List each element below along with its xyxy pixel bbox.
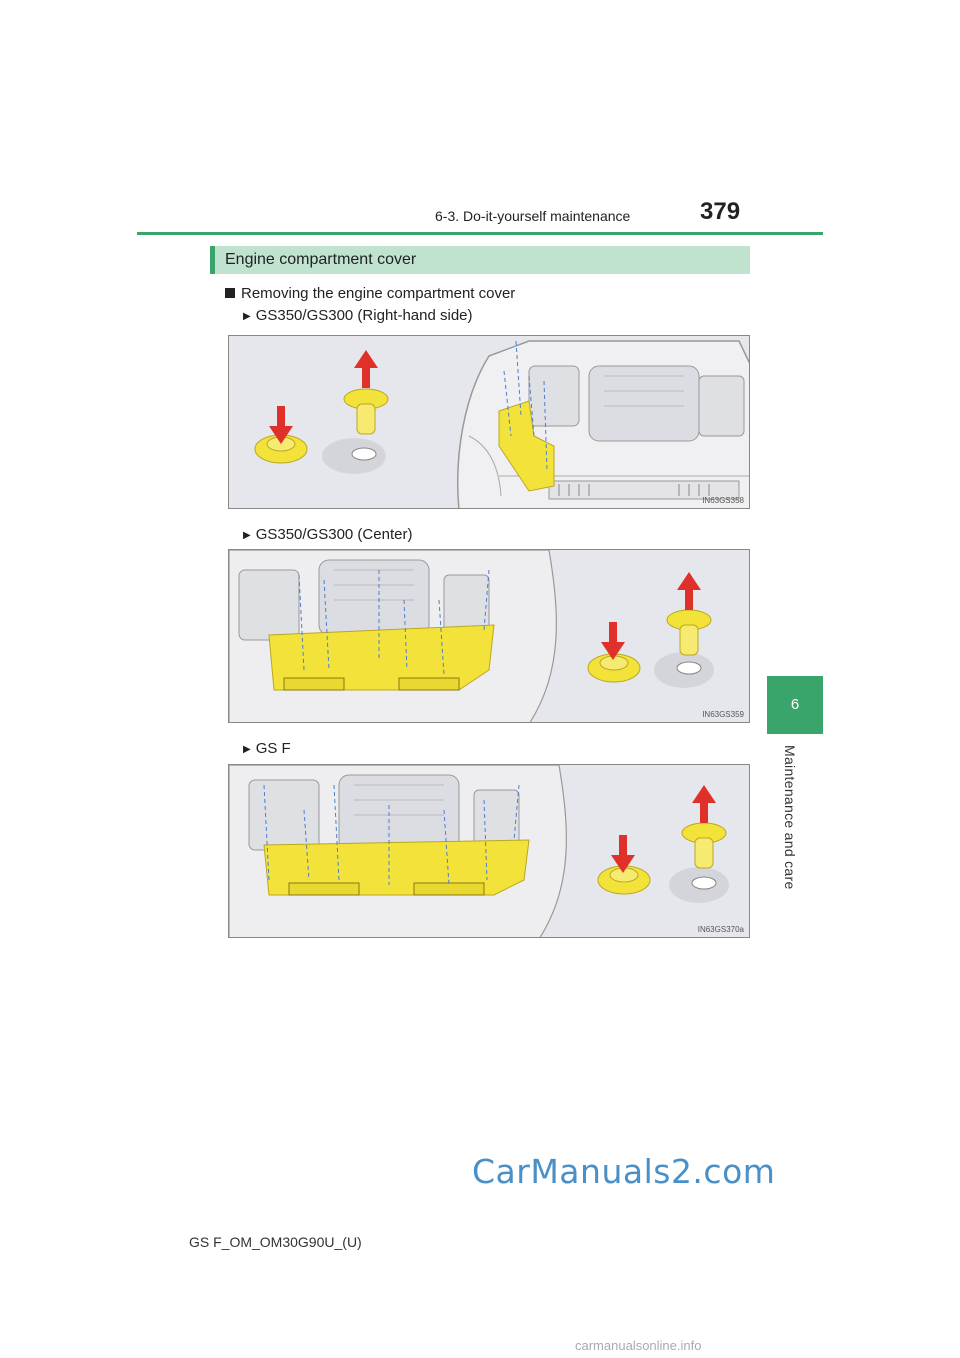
triangle-bullet-icon: ▶ bbox=[243, 530, 251, 541]
header-section-title: 6-3. Do-it-yourself maintenance bbox=[435, 208, 631, 224]
triangle-bullet-icon: ▶ bbox=[243, 744, 251, 755]
page-number: 379 bbox=[700, 198, 741, 225]
variant-label bbox=[243, 740, 291, 757]
engine-illustration bbox=[229, 550, 750, 723]
figure-right-hand-side bbox=[228, 335, 750, 509]
variant-label-text: GS350/GS300 (Center) bbox=[255, 526, 413, 543]
variant-label-text: GS F bbox=[255, 740, 291, 757]
sub-heading-text: Removing the engine compartment cover bbox=[241, 285, 516, 302]
figure-center bbox=[228, 549, 750, 723]
figure-code: IN63GS358 bbox=[702, 496, 744, 505]
engine-illustration bbox=[229, 765, 750, 938]
figure-code: IN63GS370a bbox=[697, 925, 744, 934]
header-rule bbox=[137, 232, 823, 235]
chapter-label: Maintenance and care bbox=[782, 745, 798, 890]
engine-illustration bbox=[229, 336, 750, 509]
figure-code: IN63GS359 bbox=[702, 710, 744, 719]
variant-label bbox=[243, 526, 412, 543]
chapter-tab: 6 bbox=[767, 676, 823, 734]
variant-label bbox=[243, 307, 473, 324]
watermark: CarManuals2.com bbox=[472, 1152, 776, 1191]
footer-doc-id: GS F_OM_OM30G90U_(U) bbox=[189, 1234, 362, 1250]
section-heading: Engine compartment cover bbox=[210, 246, 750, 274]
variant-label-text: GS350/GS300 (Right-hand side) bbox=[255, 307, 473, 324]
figure-gs-f bbox=[228, 764, 750, 938]
sub-heading bbox=[225, 285, 515, 302]
watermark-small: carmanualsonline.info bbox=[575, 1338, 702, 1353]
triangle-bullet-icon: ▶ bbox=[243, 311, 251, 322]
square-bullet-icon bbox=[225, 288, 235, 298]
